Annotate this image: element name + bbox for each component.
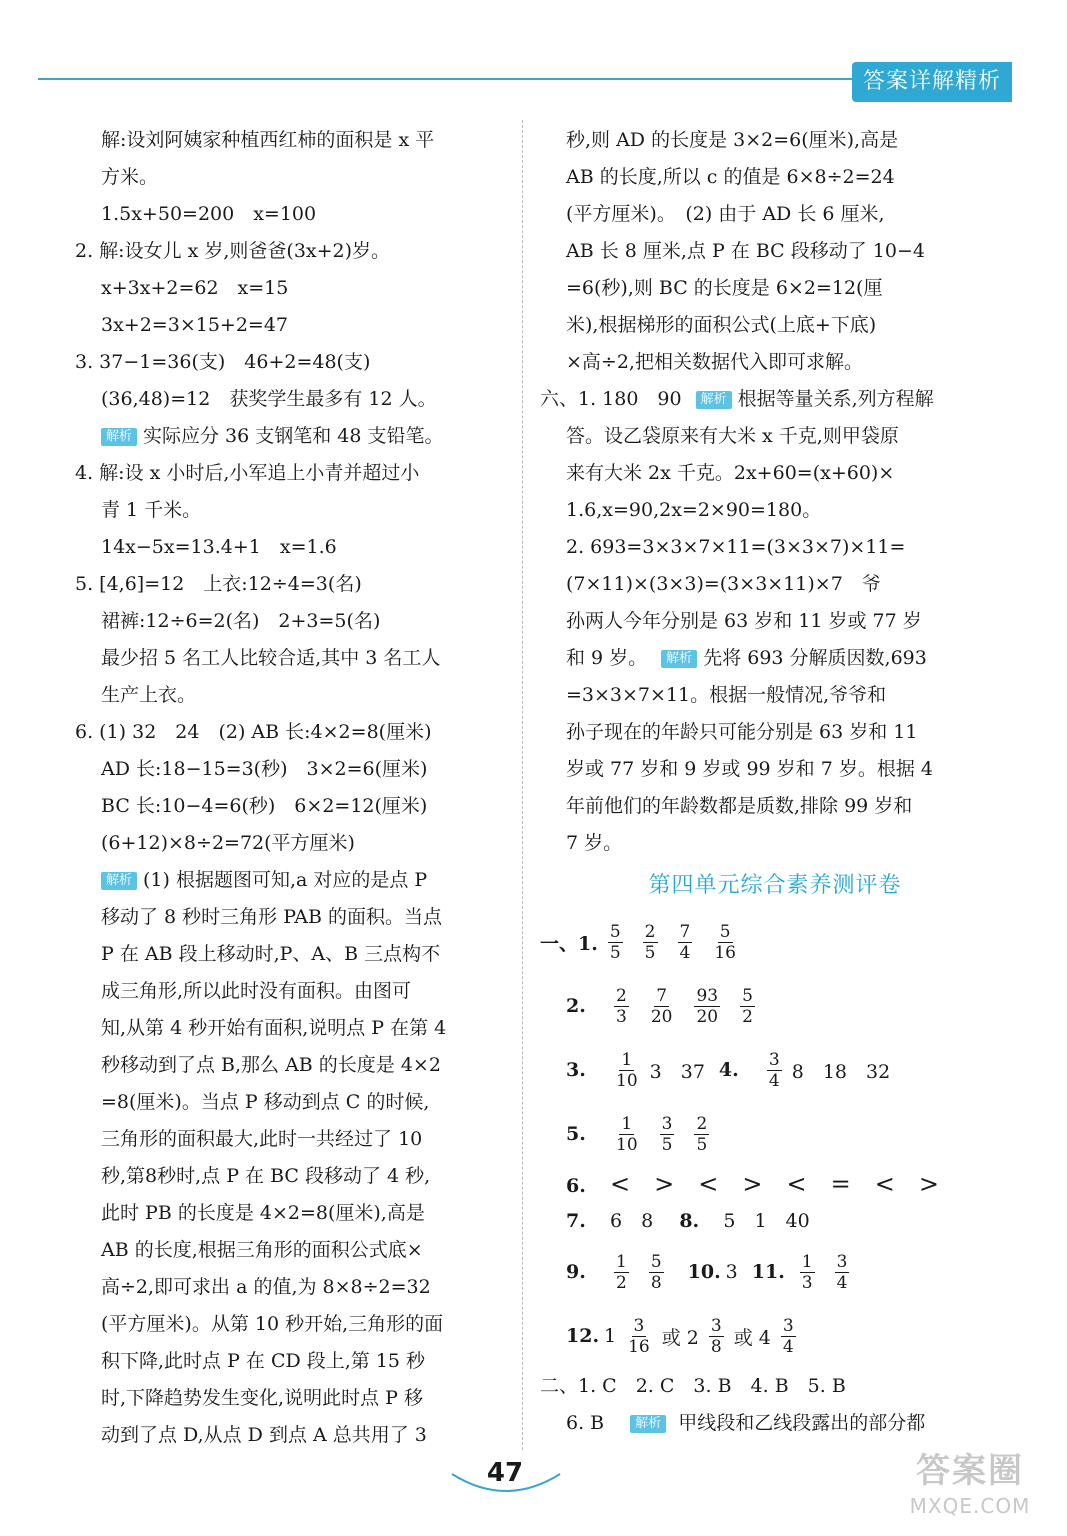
line-text: 三角形的面积最大,此时一共经过了 10 [101,1128,423,1150]
denominator: 2 [616,1272,627,1293]
answer-row-9 [540,1240,1010,1304]
row-label: 4. [718,1059,739,1081]
fraction-group [757,1050,792,1091]
numerator: 1 [616,1251,627,1272]
text-line [540,788,1010,825]
text-line [75,825,505,862]
whole-number: 1 [604,1325,617,1347]
denominator: 5 [609,942,621,963]
text-line [75,1306,505,1343]
line-text: 来有大米 2x 千克。2x+60=(x+60)× [566,462,895,484]
text-line [75,1417,505,1454]
fraction [800,1252,815,1293]
analysis-tag: 解析 [696,391,732,409]
fraction [614,1252,629,1293]
numerator: 3 [768,1049,780,1070]
line-text: P 在 AB 段上移动时,P、A、B 三点构不 [101,943,441,965]
answer-row-3 [540,1038,1010,1102]
fraction [694,1114,709,1155]
line-text: 年前他们的年龄数都是质数,排除 99 岁和 [566,795,913,817]
fraction [835,1252,850,1293]
text-line [75,751,505,788]
line-text: =8(厘米)。当点 P 移动到点 C 的时候, [101,1091,430,1113]
text-line [75,788,505,825]
fraction-group [616,1316,662,1357]
line-text: 答。设乙袋原来有大米 x 千克,则甲袋原 [566,425,899,447]
fraction-group [604,1252,674,1293]
line-text: 移动了 8 秒时三角形 PAB 的面积。当点 [101,906,442,928]
or-text: 或 4 [733,1326,771,1349]
watermark-text: 答案圈 [916,1451,1024,1491]
text-line [540,270,1010,307]
header-tab: 答案详解精析 [852,62,1012,102]
fraction [660,1114,675,1155]
numerator: 7 [656,985,668,1006]
numerator: 3 [710,1315,722,1336]
column-divider [522,120,523,1450]
analysis-text: 甲线段和乙线段露出的部分都 [678,1412,926,1434]
text-line [75,196,505,233]
denominator: 20 [650,1006,673,1027]
denominator: 16 [628,1336,650,1357]
line-text: AB 长 8 厘米,点 P 在 BC 段移动了 10−4 [566,240,925,262]
text-line [540,455,1010,492]
fraction [614,986,629,1027]
answer-row-12 [540,1304,1010,1368]
page-number: 47 [486,1458,524,1488]
denominator: 20 [696,1006,719,1027]
fraction [649,1252,664,1293]
comparison-sign: < [786,1170,807,1198]
line-text: (平方厘米)。 (2) 由于 AD 长 6 厘米, [566,203,885,225]
text-line [540,344,1010,381]
denominator: 10 [616,1070,638,1091]
row-label: 10. [687,1261,721,1283]
text-line [75,714,505,751]
line-text: 秒,第8秒时,点 P 在 BC 段移动了 4 秒, [101,1165,431,1187]
numerator: 5 [742,985,753,1006]
text-line [75,1195,505,1232]
line-text: 裙裤:12÷6=2(名) 2+3=5(名) [101,610,381,632]
numerator: 5 [719,921,731,942]
text-line [75,973,505,1010]
answer-row-1 [540,910,1010,974]
line-text: 最少招 5 名工人比较合适,其中 3 名工人 [101,647,441,669]
row-label: 一、1. [540,932,598,955]
text-line [75,1158,505,1195]
line-text: AB 的长度,所以 c 的值是 6×8÷2=24 [566,166,895,188]
denominator: 8 [650,1272,662,1293]
fraction [694,986,720,1027]
line-text: 3. 37−1=36(支) 46+2=48(支) [75,351,371,373]
text-line [75,566,505,603]
text-line [75,122,505,159]
fraction [767,1050,782,1091]
denominator: 4 [836,1272,848,1293]
text-line [75,1269,505,1306]
line-text: 方米。 [101,166,159,188]
fraction [781,1316,796,1357]
analysis-text: 先将 693 分解质因数,693 [703,647,927,669]
line-text: 六、1. 180 90 [540,388,682,410]
comparison-sign: = [830,1170,851,1198]
denominator: 4 [768,1070,780,1091]
text-line [75,418,505,455]
numerator: 3 [782,1315,794,1336]
numerator: 2 [696,1113,708,1134]
text-line [75,1121,505,1158]
text-line [75,899,505,936]
text-line [75,677,505,714]
fraction [626,1316,652,1357]
denominator: 10 [616,1134,638,1155]
answer-values: 6 8 [610,1210,654,1232]
fraction [678,922,693,963]
line-text: (平方厘米)。从第 10 秒开始,三角形的面 [101,1313,444,1335]
line-text: 米),根据梯形的面积公式(上底+下底) [566,314,877,336]
numerator: 1 [621,1049,633,1070]
text-line [75,936,505,973]
row-label: 6. [566,1175,586,1197]
or-text: 或 2 [661,1326,699,1349]
numerator: 2 [616,985,627,1006]
row-label: 11. [751,1261,785,1283]
line-text: 动到了点 D,从点 D 到点 A 总共用了 3 [101,1424,427,1446]
line-text: ×高÷2,把相关数据代入即可求解。 [566,351,863,373]
text-line [75,233,505,270]
answer-row-5 [540,1102,1010,1166]
fraction-group [604,986,765,1027]
watermark-logo [880,1448,1060,1530]
answer-row-7 [540,1203,1010,1240]
row-label: 2. [566,995,586,1017]
text-line [75,1343,505,1380]
fraction [712,922,738,963]
text-line [540,196,1010,233]
numerator: 1 [801,1251,813,1272]
line-text: 5. [4,6]=12 上衣:12÷4=3(名) [75,573,362,595]
fraction-group [604,1050,650,1091]
denominator: 2 [742,1006,753,1027]
denominator: 5 [696,1134,708,1155]
answer-values: 8 18 32 [791,1060,891,1083]
denominator: 3 [616,1006,627,1027]
text-line [540,566,1010,603]
denominator: 4 [782,1336,794,1357]
left-column [75,122,505,1454]
numerator: 3 [661,1113,673,1134]
comparison-sign: > [654,1170,675,1198]
analysis-text: 根据等量关系,列方程解 [737,388,934,410]
numerator: 3 [633,1315,645,1336]
numerator: 1 [621,1113,633,1134]
text-line [75,1084,505,1121]
line-text: =6(秒),则 BC 的长度是 6×2=12(厘 [566,277,883,299]
row-label: 3. [566,1059,586,1081]
fraction-group [604,1114,719,1155]
fraction [649,986,675,1027]
line-text: 秒,则 AD 的长度是 3×2=6(厘米),高是 [566,129,899,151]
denominator: 8 [710,1336,722,1357]
row-label: 5. [566,1123,586,1145]
text-line [540,714,1010,751]
denominator: 5 [644,942,656,963]
comparison-signs [610,1170,963,1198]
comparison-sign: < [610,1170,631,1198]
text-line [540,603,1010,640]
line-text: 3x+2=3×15+2=47 [101,314,289,336]
line-text: (7×11)×(3×3)=(3×3×11)×7 爷 [566,573,881,595]
fraction [643,922,658,963]
line-text: 和 9 岁。 [566,647,648,669]
line-text: x+3x+2=62 x=15 [101,277,289,299]
denominator: 4 [679,942,691,963]
numerator: 93 [696,985,719,1006]
line-text: 2. 解:设女儿 x 岁,则爸爸(3x+2)岁。 [75,240,391,262]
comparison-sign: < [874,1170,895,1198]
text-line [540,307,1010,344]
row-label: 7. [566,1210,586,1232]
line-text: AD 长:18−15=3(秒) 3×2=6(厘米) [101,758,428,780]
analysis-tag: 解析 [661,650,697,668]
text-line [75,344,505,381]
text-line [75,1232,505,1269]
text-line [75,640,505,677]
answer-values: 5 1 40 [723,1210,810,1232]
answer-row-2 [540,974,1010,1038]
fraction-group [771,1316,806,1357]
section-title: 第四单元综合素养测评卷 [648,873,902,898]
denominator: 5 [661,1134,673,1155]
line-text: 高÷2,即可求出 a 的值,为 8×8÷2=32 [101,1276,431,1298]
text-line [540,529,1010,566]
text-line [75,492,505,529]
line-text: 此时 PB 的长度是 4×2=8(厘米),高是 [101,1202,425,1224]
line-text: 实际应分 36 支钢笔和 48 支铅笔。 [143,425,444,447]
row-label: 12. [566,1325,600,1347]
line-text: 解:设刘阿姨家种植西红柿的面积是 x 平 [101,129,435,151]
line-text: 时,下降趋势发生变化,说明此时点 P 移 [101,1387,423,1409]
numerator: 5 [650,1251,662,1272]
answer-values: 3 37 [649,1060,705,1083]
fraction-group [790,1252,860,1293]
line-text: 知,从第 4 秒开始有面积,说明点 P 在第 4 [101,1017,447,1039]
text-line [540,381,1010,418]
line-text: (36,48)=12 获奖学生最多有 12 人。 [101,388,437,410]
text-line [540,751,1010,788]
text-line [540,122,1010,159]
fraction [740,986,755,1027]
text-line [75,455,505,492]
line-text: (6+12)×8÷2=72(平方厘米) [101,832,355,854]
analysis-tag: 解析 [101,428,137,446]
line-text: 生产上衣。 [101,684,197,706]
line-text: (1) 根据题图可知,a 对应的是点 P [143,869,428,891]
line-text: 秒移动到了点 B,那么 AB 的长度是 4×2 [101,1054,441,1076]
numerator: 3 [836,1251,848,1272]
answer-row-6 [540,1166,1010,1203]
line-text: 14x−5x=13.4+1 x=1.6 [101,536,337,558]
line-text: AB 的长度,根据三角形的面积公式底× [101,1239,423,1261]
comparison-sign: > [918,1170,939,1198]
denominator: 3 [801,1272,813,1293]
text-line [75,307,505,344]
answer-line-6 [540,1405,1010,1442]
text-line [540,418,1010,455]
analysis-tag: 解析 [630,1415,666,1433]
line-text: =3×3×7×11。根据一般情况,爷爷和 [566,684,887,706]
fraction-group [699,1316,734,1357]
text-line [540,677,1010,714]
text-line [540,233,1010,270]
fraction-group [598,922,748,963]
text-line [75,1010,505,1047]
text-line [75,381,505,418]
comparison-sign: > [742,1170,763,1198]
denominator: 16 [714,942,736,963]
text-line [75,1380,505,1417]
text-line [75,862,505,899]
line-text: 青 1 千米。 [101,499,202,521]
numerator: 5 [609,921,621,942]
right-column [540,122,1010,1442]
fraction [614,1114,640,1155]
line-text: 岁或 77 岁和 9 岁或 99 岁和 7 岁。根据 4 [566,758,933,780]
fraction [709,1316,724,1357]
analysis-tag: 解析 [101,872,137,890]
text-line [540,825,1010,862]
numerator: 2 [644,921,656,942]
text-line [75,270,505,307]
line-text: 6. (1) 32 24 (2) AB 长:4×2=8(厘米) [75,721,432,743]
line-text: 1.5x+50=200 x=100 [101,203,317,225]
text-line [75,529,505,566]
text-line [75,1047,505,1084]
choice-answers: 二、1. C 2. C 3. B 4. B 5. B [540,1375,846,1397]
row-label: 9. [566,1261,586,1283]
line-text: 孙子现在的年龄只可能分别是 63 岁和 11 [566,721,918,743]
line-text: 1.6,x=90,2x=2×90=180。 [566,499,822,521]
row-label: 8. [679,1210,700,1232]
text-line [540,492,1010,529]
comparison-sign: < [698,1170,719,1198]
header-rule [38,78,858,80]
line-text: BC 长:10−4=6(秒) 6×2=12(厘米) [101,795,428,817]
fraction [608,922,623,963]
text-line [540,159,1010,196]
line-text: 4. 解:设 x 小时后,小军追上小青并超过小 [75,462,420,484]
line-text: 7 岁。 [566,832,623,854]
line-text: 孙两人今年分别是 63 岁和 11 岁或 77 岁 [566,610,922,632]
line-text: 成三角形,所以此时没有面积。由图可 [101,980,412,1002]
answer-values: 3 [725,1261,738,1283]
text-line [75,159,505,196]
numerator: 7 [679,921,691,942]
text-line [75,603,505,640]
line-text: 积下降,此时点 P 在 CD 段上,第 15 秒 [101,1350,426,1372]
watermark-url: MXQE.COM [909,1494,1031,1518]
text-line [540,640,1010,677]
fraction [614,1050,640,1091]
answer-text: 6. B [566,1412,605,1434]
line-text: 2. 693=3×3×7×11=(3×3×7)×11= [566,536,906,558]
right-column-text [540,122,1010,862]
